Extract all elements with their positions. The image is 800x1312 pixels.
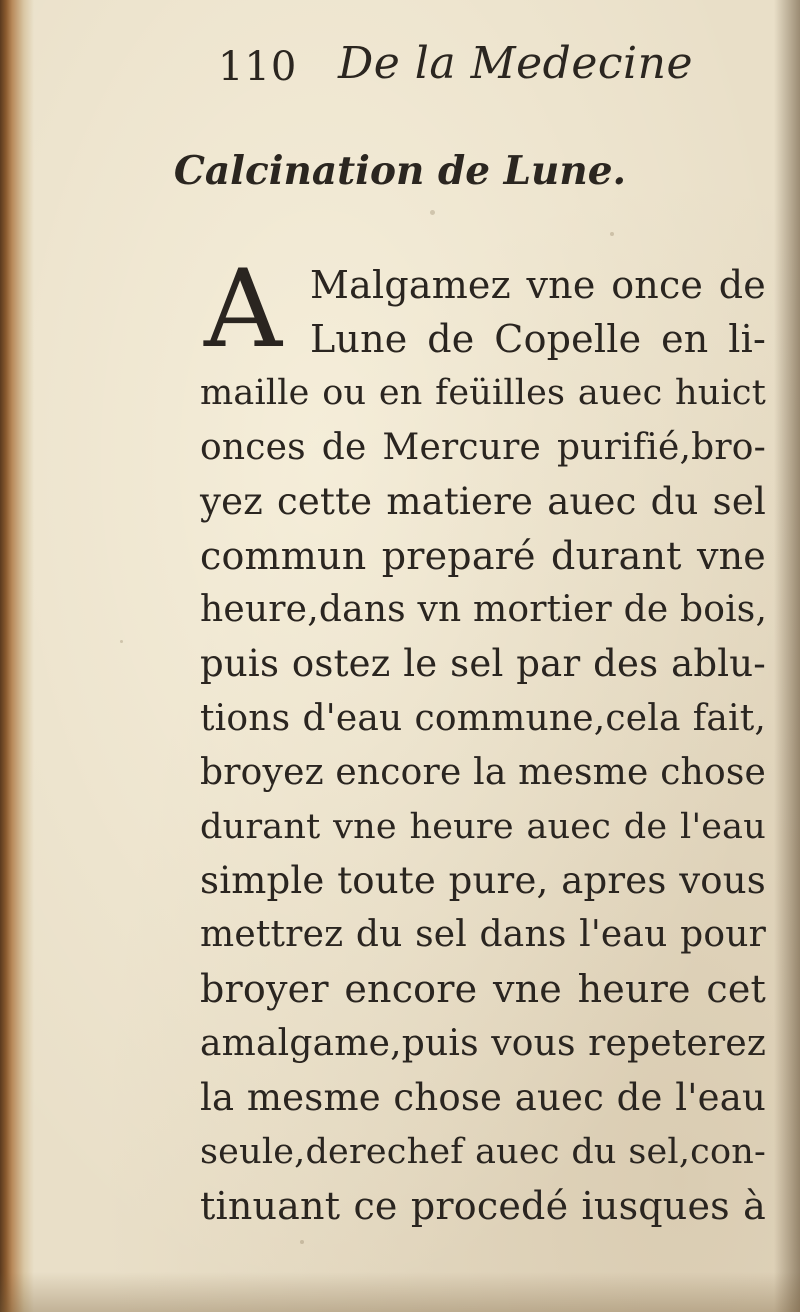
text-line: durant vne heure auec de l'eau	[200, 806, 766, 847]
text-line: amalgame,puis vous repeterez	[200, 1022, 766, 1064]
text-line: onces de Mercure purifié,bro-	[200, 426, 766, 468]
page-header	[218, 38, 738, 98]
text-line: broyez encore la mesme chose	[200, 751, 766, 793]
text-line: tinuant ce procedé iusques à	[200, 1184, 766, 1229]
text-line: mettrez du sel dans l'eau pour	[200, 914, 766, 956]
text-line: maille ou en feüilles auec huict	[200, 373, 766, 414]
page-bottom-shadow	[0, 1272, 800, 1312]
text-line: Lune de Copelle en li-	[310, 317, 766, 362]
text-line: la mesme chose auec de l'eau	[200, 1075, 766, 1119]
text-line: tions d'eau commune,cela fait,	[200, 697, 766, 739]
running-title: De la Medecine	[338, 38, 693, 89]
paper-speck	[300, 1240, 304, 1244]
page-binding-edge	[0, 0, 34, 1312]
text-line: puis ostez le sel par des ablu-	[200, 642, 766, 686]
page-number: 110	[218, 44, 298, 90]
text-line: seule,derechef auec du sel,con-	[200, 1132, 766, 1172]
paper-speck	[120, 640, 123, 643]
page-right-shadow	[774, 0, 800, 1312]
text-line: Malgamez vne once de	[310, 263, 766, 307]
body-text	[200, 247, 768, 1233]
section-heading: Calcination de Lune.	[173, 148, 627, 194]
text-line: heure,dans vn mortier de bois,	[200, 589, 768, 631]
text-line: simple toute pure, apres vous	[200, 859, 766, 903]
text-line: yez cette matiere auec du sel	[200, 479, 766, 523]
text-line: broyer encore vne heure cet	[200, 967, 766, 1012]
text-line: commun preparé durant vne	[200, 533, 766, 578]
drop-cap: A	[204, 247, 282, 372]
paper-speck	[610, 232, 614, 236]
paper-speck	[430, 210, 435, 215]
first-paragraph-start	[200, 247, 766, 372]
